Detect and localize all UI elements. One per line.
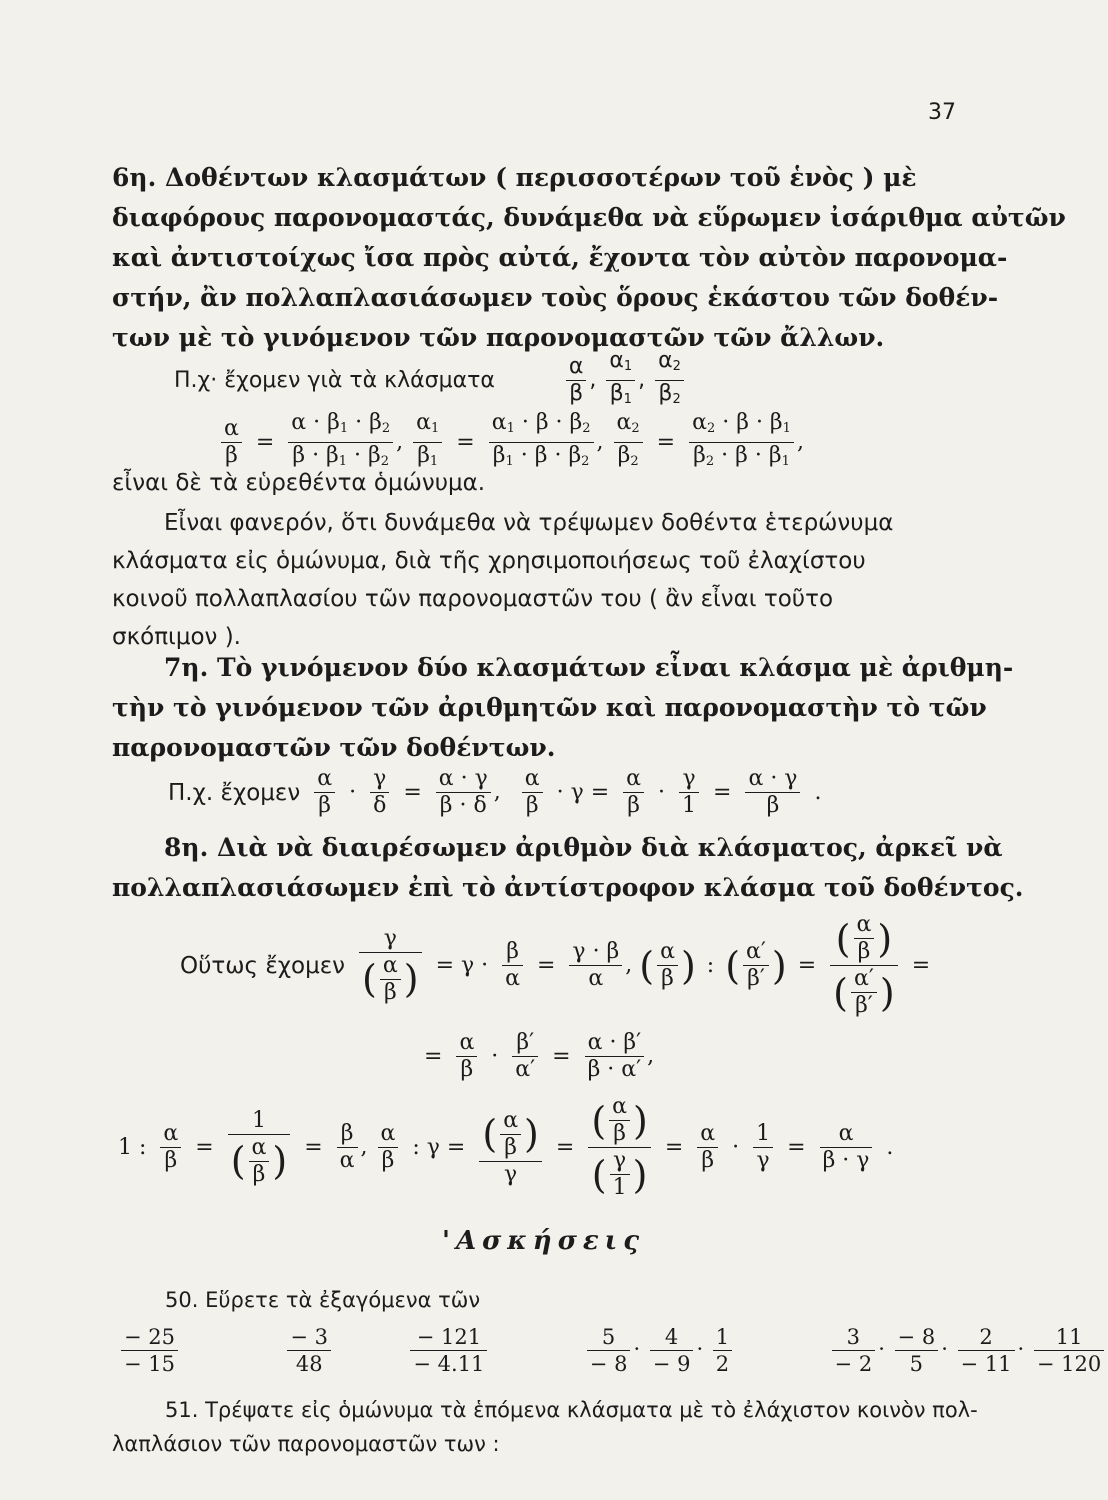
fraction: $\frac{\alpha \cdot \beta_1 \cdot \beta_2}{\beta \cdot \beta_1 \cdot \beta_2}$ <box>288 410 393 475</box>
example-6-conclusion <box>112 464 992 502</box>
text-line: κοινοῦ πολλαπλασίου τῶν παρονομαστῶν του ( ἂν εἶναι τοῦτο <box>112 586 834 612</box>
fraction: $\frac{\alpha}{\beta}$ <box>623 766 644 819</box>
fraction: $\frac{3}{- 2}$ <box>832 1324 876 1377</box>
fraction: $\frac{11}{- 120}$ <box>1034 1324 1104 1377</box>
fraction: $\frac{\gamma \cdot \beta}{\alpha}$ <box>569 939 622 992</box>
fraction: ( $\frac{\alpha}{\beta}$ ) γ <box>479 1108 542 1188</box>
fraction: $\frac{- 8}{5}$ <box>895 1324 939 1377</box>
fraction: $\frac{\alpha_1}{\beta_1}$ <box>606 348 635 413</box>
fraction: $\frac{\alpha_2}{\beta_2}$ <box>614 410 643 475</box>
fraction: $\frac{5}{- 8}$ <box>587 1324 631 1377</box>
fraction: $\frac{\alpha \cdot \beta'}{\beta \cdot \alpha'}$ <box>585 1030 645 1083</box>
fraction: $\frac{- 3}{48}$ <box>287 1324 331 1377</box>
text-line: 6η. Δοθέντων κλασμάτων ( περισσοτέρων τοῦ ἑνὸς ) μὲ <box>112 163 917 192</box>
fraction: $\frac{\alpha}{\beta}$ <box>314 766 335 819</box>
fraction: γ ( $\frac{\alpha}{\beta}$ ) <box>359 926 422 1006</box>
fraction: $\frac{\gamma}{1}$ <box>679 766 699 819</box>
fraction: $\frac{\alpha \cdot \gamma}{\beta \cdot \delta}$ <box>436 766 491 819</box>
text-line: καὶ ἀντιστοίχως ἴσα πρὸς αὐτά, ἔχοντα τὸν αὐτὸν παρονομα- <box>112 243 1008 272</box>
exercise-51-text: 51. Τρέψατε εἰς ὁμώνυμα τὰ ἑπόμενα κλάσματα μὲ τὸ ἐλάχιστον κοινὸν πολ- <box>165 1398 978 1422</box>
text-line: στήν, ἂν πολλαπλασιάσωμεν τοὺς ὅρους ἑκάστου τῶν δοθέν- <box>112 283 999 312</box>
text-line: Εἶναι φανερόν, ὅτι δυνάμεθα νὰ τρέψωμεν δοθέντα ἑτερώνυμα <box>164 510 894 536</box>
fraction: $\frac{\alpha}{\beta}$ <box>522 766 543 819</box>
example-8-division: 1 : $\frac{\alpha}{\beta}$ = 1 ( $\frac{\alpha}{\beta}$ ) = $\frac{\beta}{\alpha}$ , $\frac{\alpha}{\beta}$ : γ = ( $\frac{\alpha}{\beta}$ ) γ = ( $\frac{\alpha}{\beta}$ ) ( $\frac{\gamma}{1}$ ) = $\frac{\alpha}{\beta}$ · $\frac{1}{\gamma}$ = $\frac{\alpha}{\beta \cdot \gamma}$ . <box>118 1094 894 1200</box>
exercises-heading: 'Ασκήσεις <box>442 1226 646 1256</box>
fraction: $\frac{2}{- 11}$ <box>958 1324 1015 1377</box>
example-8-continuation: = $\frac{\alpha}{\beta}$ · $\frac{\beta'}{\alpha'}$ = $\frac{\alpha \cdot \beta'}{\beta \cdot \alpha'}$ , <box>424 1030 655 1082</box>
fraction: $\frac{\beta}{\alpha}$ <box>337 1121 358 1174</box>
fraction: $\frac{\alpha}{\beta \cdot \gamma}$ <box>820 1121 873 1174</box>
rule-6-paragraph <box>112 158 1066 358</box>
fraction: ( $\frac{\alpha}{\beta}$ ) ( $\frac{\alpha'}{\beta'}$ ) <box>830 912 898 1019</box>
text-line: πολλαπλασιάσωμεν ἐπὶ τὸ ἀντίστροφον κλάσμα τοῦ δοθέντος. <box>112 873 1024 902</box>
fraction: $\frac{1}{\gamma}$ <box>753 1121 773 1174</box>
fraction: $\frac{\alpha \cdot \gamma}{\beta}$ <box>745 766 800 819</box>
fraction: $\frac{\alpha}{\beta}$ <box>697 1121 718 1174</box>
rule-7-paragraph <box>112 648 1014 768</box>
middle-paragraph <box>112 504 992 656</box>
example-intro-text: Π.χ. ἔχομεν <box>168 779 301 806</box>
rule-8-paragraph <box>112 828 1024 908</box>
fraction: $\frac{\alpha'}{\beta'}$ <box>743 939 769 992</box>
fraction: ( $\frac{\alpha}{\beta}$ ) ( $\frac{\gamma}{1}$ ) <box>588 1094 651 1201</box>
example-8-equations: Οὕτως ἔχομεν γ ( $\frac{\alpha}{\beta}$ ) = γ · $\frac{\beta}{\alpha}$ = $\frac{\gamma \cdot \beta}{\alpha}$ , ( $\frac{\alpha}{\beta}$ ) : ( $\frac{\alpha'}{\beta'}$ ) = ( $\frac{\alpha}{\beta}$ ) ( $\frac{\alpha'}{\beta'}$ ) = <box>180 912 931 1018</box>
text-line: παρονομαστῶν τῶν δοθέντων. <box>112 733 556 762</box>
text-line: των μὲ τὸ γινόμενον τῶν παρονομαστῶν τῶν ἄλλων. <box>112 323 885 352</box>
example-7-equations: Π.χ. ἔχομεν $\frac{\alpha}{\beta}$ · $\frac{\gamma}{\delta}$ = $\frac{\alpha \cdot \gamma}{\beta \cdot \delta}$ , $\frac{\alpha}{\beta}$ · γ = $\frac{\alpha}{\beta}$ · $\frac{\gamma}{1}$ = $\frac{\alpha \cdot \gamma}{\beta}$ . <box>168 766 822 818</box>
fraction: $\frac{\alpha_1}{\beta_1}$ <box>413 410 442 475</box>
fraction: $\frac{\alpha}{\beta}$ <box>378 1121 399 1174</box>
fraction: $\frac{\alpha}{\beta}$ <box>221 416 242 469</box>
text-line: τὴν τὸ γινόμενον τῶν ἀριθμητῶν καὶ παρονομαστὴν τὸ τῶν <box>112 693 987 722</box>
exercise-51-text-cont: λαπλάσιον τῶν παρονομαστῶν των : <box>112 1432 500 1456</box>
fraction: $\frac{\alpha_2 \cdot \beta \cdot \beta_1}{\beta_2 \cdot \beta \cdot \beta_1}$ <box>689 410 794 475</box>
fraction: $\frac{\alpha}{\beta}$ <box>160 1121 181 1174</box>
example-6-intro: Π.χ· ἔχομεν γιὰ τὰ κλάσματα $\frac{\alpha}{\beta}$ , $\frac{\alpha_1}{\beta_1}$ , $\frac{\alpha_2}{\beta_2}$ <box>170 348 687 413</box>
fraction: $\frac{\alpha}{\beta}$ <box>566 354 587 407</box>
exercise-50-text: 50. Εὕρετε τὰ ἐξαγόμενα τῶν <box>165 1288 481 1312</box>
exercise-50-fractions: $\frac{- 25}{- 15}$ $\frac{- 3}{48}$ $\frac{- 121}{- 4.11}$ $\frac{5}{- 8}$ · $\frac{4}{- 9}$ · $\frac{1}{2}$ $\frac{3}{- 2}$ · $\frac{- 8}{5}$ · $\frac{2}{- 11}$ · $\frac{11}{- 120}$ <box>118 1324 1107 1377</box>
example-intro-text: Π.χ· ἔχομεν γιὰ τὰ κλάσματα <box>174 368 495 393</box>
example-6-equations: $\frac{\alpha}{\beta}$ = $\frac{\alpha \cdot \beta_1 \cdot \beta_2}{\beta \cdot \beta_1 \cdot \beta_2}$ , $\frac{\alpha_1}{\beta_1}$ = $\frac{\alpha_1 \cdot \beta \cdot \beta_2}{\beta_1 \cdot \beta \cdot \beta_2}$ , $\frac{\alpha_2}{\beta_2}$ = $\frac{\alpha_2 \cdot \beta \cdot \beta_1}{\beta_2 \cdot \beta \cdot \beta_1}$ , <box>218 410 804 475</box>
fraction: $\frac{\alpha_2}{\beta_2}$ <box>655 348 684 413</box>
fraction: 1 ( $\frac{\alpha}{\beta}$ ) <box>228 1108 291 1188</box>
text-line: 7η. Τὸ γινόμενον δύο κλασμάτων εἶναι κλάσμα μὲ ἀριθμη- <box>164 653 1014 682</box>
text-line: εἶναι δὲ τὰ εὑρεθέντα ὁμώνυμα. <box>112 470 486 496</box>
fraction: $\frac{\alpha}{\beta}$ <box>657 939 678 992</box>
example-intro-text: Οὕτως ἔχομεν <box>180 952 346 979</box>
fraction: $\frac{\beta}{\alpha}$ <box>502 939 523 992</box>
fraction: $\frac{\alpha_1 \cdot \beta \cdot \beta_2}{\beta_1 \cdot \beta \cdot \beta_2}$ <box>489 410 594 475</box>
fraction: $\frac{- 121}{- 4.11}$ <box>410 1324 487 1377</box>
fraction: $\frac{\gamma}{\delta}$ <box>370 766 389 819</box>
text-line: 8η. Διὰ νὰ διαιρέσωμεν ἀριθμὸν διὰ κλάσματος, ἀρκεῖ νὰ <box>164 833 1003 862</box>
text-line: σκόπιμον ). <box>112 624 241 650</box>
fraction: $\frac{- 25}{- 15}$ <box>121 1324 178 1377</box>
fraction: $\frac{\alpha}{\beta}$ <box>456 1030 477 1083</box>
fraction: $\frac{\beta'}{\alpha'}$ <box>512 1030 538 1083</box>
page-number: 37 <box>928 100 956 125</box>
text-line: διαφόρους παρονομαστάς, δυνάμεθα νὰ εὕρωμεν ἰσάριθμα αὐτῶν <box>112 203 1066 232</box>
fraction: $\frac{4}{- 9}$ <box>650 1324 694 1377</box>
fraction: $\frac{1}{2}$ <box>713 1324 732 1377</box>
text-line: κλάσματα εἰς ὁμώνυμα, διὰ τῆς χρησιμοποιήσεως τοῦ ἐλαχίστου <box>112 548 866 574</box>
